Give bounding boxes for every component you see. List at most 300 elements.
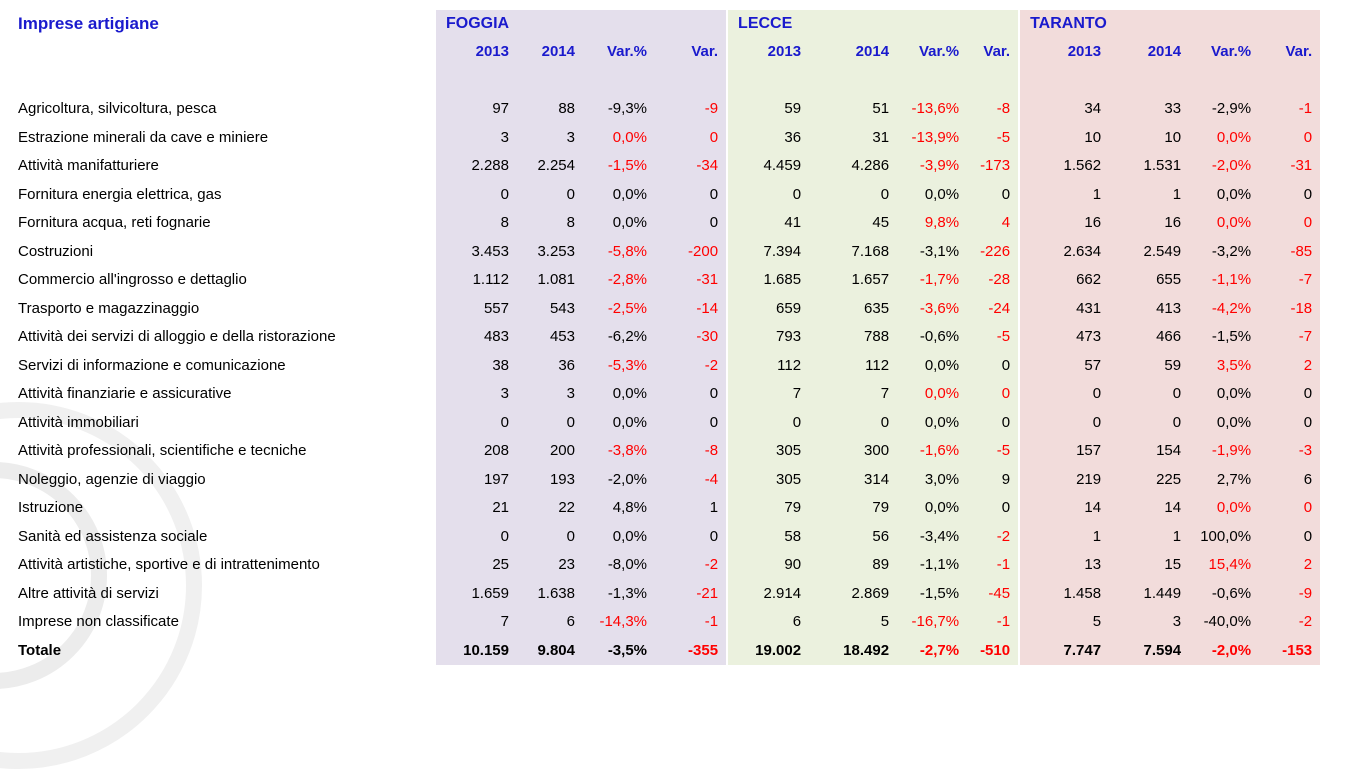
foggia-varpct-cell: -9,3% (583, 95, 655, 124)
foggia-var-cell: -2 (655, 352, 727, 381)
foggia-varpct-cell: -5,8% (583, 238, 655, 267)
lecce-varpct-cell: -1,7% (897, 266, 967, 295)
lecce-2013-cell: 58 (727, 523, 809, 552)
table-row (0, 580, 1320, 609)
row-label: Altre attività di servizi (18, 584, 159, 602)
taranto-var-cell: -153 (1259, 637, 1320, 666)
row-label: Noleggio, agenzie di viaggio (18, 470, 206, 488)
lecce-varpct-cell: 0,0% (897, 181, 967, 210)
taranto-varpct-cell: -4,2% (1189, 295, 1259, 324)
lecce-2014-cell: 56 (809, 523, 897, 552)
section-header-foggia: FOGGIA (435, 10, 727, 38)
column-header-row (0, 38, 1320, 66)
table-row (0, 181, 1320, 210)
foggia-2014-cell: 543 (517, 295, 583, 324)
lecce-2013-cell: 305 (727, 437, 809, 466)
taranto-2014-cell: 16 (1109, 209, 1189, 238)
taranto-varpct-cell: 0,0% (1189, 181, 1259, 210)
lecce-var-cell: -5 (967, 323, 1019, 352)
col-header-2013: 2013 (727, 38, 809, 66)
spacer-cell (435, 66, 727, 95)
col-header-2014: 2014 (517, 38, 583, 66)
taranto-var-cell: 0 (1259, 494, 1320, 523)
foggia-varpct-cell: -6,2% (583, 323, 655, 352)
foggia-var-cell: -4 (655, 466, 727, 495)
col-header-2014: 2014 (1109, 38, 1189, 66)
lecce-varpct-cell: 0,0% (897, 409, 967, 438)
taranto-varpct-cell: -2,0% (1189, 152, 1259, 181)
lecce-2014-cell: 0 (809, 181, 897, 210)
taranto-var-cell: -9 (1259, 580, 1320, 609)
foggia-2013-cell: 208 (435, 437, 517, 466)
foggia-var-cell: -200 (655, 238, 727, 267)
taranto-2013-cell: 57 (1019, 352, 1109, 381)
row-label: Attività professionali, scientifiche e tecniche (18, 442, 307, 459)
taranto-varpct-cell: 0,0% (1189, 380, 1259, 409)
spacer-row (0, 66, 1320, 95)
foggia-varpct-cell: -3,8% (583, 437, 655, 466)
table-row (0, 323, 1320, 352)
foggia-2013-cell: 483 (435, 323, 517, 352)
table-row (0, 409, 1320, 438)
foggia-2013-cell: 7 (435, 608, 517, 637)
taranto-2014-cell: 7.594 (1109, 637, 1189, 666)
table-body (0, 95, 1320, 665)
lecce-varpct-cell: -13,9% (897, 124, 967, 153)
lecce-2014-cell: 112 (809, 352, 897, 381)
taranto-2013-cell: 1.458 (1019, 580, 1109, 609)
taranto-2014-cell: 0 (1109, 409, 1189, 438)
taranto-var-cell: 0 (1259, 523, 1320, 552)
row-label: Fornitura energia elettrica, gas (18, 185, 222, 203)
lecce-var-cell: -173 (967, 152, 1019, 181)
row-label: Fornitura acqua, reti fognarie (18, 214, 211, 231)
taranto-var-cell: 2 (1259, 352, 1320, 381)
lecce-2014-cell: 635 (809, 295, 897, 324)
lecce-2014-cell: 51 (809, 95, 897, 124)
taranto-2013-cell: 1.562 (1019, 152, 1109, 181)
table-row (0, 466, 1320, 495)
foggia-2013-cell: 3.453 (435, 238, 517, 267)
lecce-var-cell: 0 (967, 181, 1019, 210)
lecce-var-cell: 0 (967, 352, 1019, 381)
foggia-2014-cell: 0 (517, 181, 583, 210)
col-header-2013: 2013 (1019, 38, 1109, 66)
foggia-2014-cell: 193 (517, 466, 583, 495)
taranto-var-cell: -85 (1259, 238, 1320, 267)
taranto-2013-cell: 14 (1019, 494, 1109, 523)
taranto-2014-cell: 655 (1109, 266, 1189, 295)
lecce-2014-cell: 7.168 (809, 238, 897, 267)
foggia-var-cell: 0 (655, 523, 727, 552)
foggia-varpct-cell: -1,3% (583, 580, 655, 609)
lecce-2013-cell: 6 (727, 608, 809, 637)
taranto-varpct-cell: 0,0% (1189, 409, 1259, 438)
foggia-var-cell: 0 (655, 209, 727, 238)
foggia-varpct-cell: 0,0% (583, 380, 655, 409)
taranto-var-cell: -2 (1259, 608, 1320, 637)
taranto-2013-cell: 5 (1019, 608, 1109, 637)
taranto-varpct-cell: 0,0% (1189, 124, 1259, 153)
spacer-cell (1019, 66, 1320, 95)
taranto-2014-cell: 2.549 (1109, 238, 1189, 267)
foggia-varpct-cell: 0,0% (583, 523, 655, 552)
taranto-2013-cell: 431 (1019, 295, 1109, 324)
taranto-2014-cell: 1 (1109, 181, 1189, 210)
foggia-2014-cell: 9.804 (517, 637, 583, 666)
lecce-2013-cell: 36 (727, 124, 809, 153)
foggia-var-cell: -2 (655, 551, 727, 580)
lecce-varpct-cell: 9,8% (897, 209, 967, 238)
col-header-varpct: Var.% (1189, 38, 1259, 66)
taranto-var-cell: 0 (1259, 409, 1320, 438)
lecce-2013-cell: 0 (727, 181, 809, 210)
taranto-2013-cell: 16 (1019, 209, 1109, 238)
foggia-2014-cell: 36 (517, 352, 583, 381)
taranto-var-cell: -31 (1259, 152, 1320, 181)
foggia-2013-cell: 2.288 (435, 152, 517, 181)
lecce-2014-cell: 31 (809, 124, 897, 153)
lecce-var-cell: 0 (967, 380, 1019, 409)
taranto-2014-cell: 1.531 (1109, 152, 1189, 181)
table-row (0, 437, 1320, 466)
total-row (0, 637, 1320, 666)
foggia-2013-cell: 197 (435, 466, 517, 495)
taranto-var-cell: -7 (1259, 266, 1320, 295)
taranto-var-cell: 0 (1259, 124, 1320, 153)
lecce-var-cell: -1 (967, 608, 1019, 637)
lecce-2013-cell: 0 (727, 409, 809, 438)
lecce-2013-cell: 659 (727, 295, 809, 324)
foggia-var-cell: -31 (655, 266, 727, 295)
table-row (0, 352, 1320, 381)
section-header-lecce: LECCE (727, 10, 1019, 38)
foggia-2013-cell: 8 (435, 209, 517, 238)
foggia-2014-cell: 200 (517, 437, 583, 466)
taranto-varpct-cell: 2,7% (1189, 466, 1259, 495)
taranto-2013-cell: 1 (1019, 181, 1109, 210)
lecce-2013-cell: 305 (727, 466, 809, 495)
lecce-2013-cell: 19.002 (727, 637, 809, 666)
lecce-2013-cell: 4.459 (727, 152, 809, 181)
lecce-var-cell: 0 (967, 409, 1019, 438)
taranto-2014-cell: 1 (1109, 523, 1189, 552)
table-row (0, 209, 1320, 238)
taranto-2013-cell: 219 (1019, 466, 1109, 495)
lecce-2014-cell: 5 (809, 608, 897, 637)
lecce-var-cell: 0 (967, 494, 1019, 523)
lecce-2014-cell: 788 (809, 323, 897, 352)
taranto-2014-cell: 14 (1109, 494, 1189, 523)
lecce-2013-cell: 90 (727, 551, 809, 580)
taranto-varpct-cell: -40,0% (1189, 608, 1259, 637)
row-label: Estrazione minerali da cave e miniere (18, 128, 269, 146)
foggia-var-cell: 0 (655, 181, 727, 210)
table-row (0, 124, 1320, 153)
lecce-2014-cell: 18.492 (809, 637, 897, 666)
col-header-varpct: Var.% (897, 38, 967, 66)
foggia-2013-cell: 1.659 (435, 580, 517, 609)
foggia-varpct-cell: -14,3% (583, 608, 655, 637)
foggia-2013-cell: 557 (435, 295, 517, 324)
taranto-2014-cell: 466 (1109, 323, 1189, 352)
foggia-2014-cell: 0 (517, 409, 583, 438)
foggia-var-cell: -34 (655, 152, 727, 181)
foggia-varpct-cell: -8,0% (583, 551, 655, 580)
lecce-varpct-cell: 0,0% (897, 494, 967, 523)
lecce-2014-cell: 79 (809, 494, 897, 523)
lecce-2014-cell: 45 (809, 209, 897, 238)
foggia-2014-cell: 6 (517, 608, 583, 637)
taranto-varpct-cell: 15,4% (1189, 551, 1259, 580)
lecce-varpct-cell: -16,7% (897, 608, 967, 637)
lecce-2013-cell: 41 (727, 209, 809, 238)
lecce-2014-cell: 1.657 (809, 266, 897, 295)
taranto-varpct-cell: 3,5% (1189, 352, 1259, 381)
row-label: Sanità ed assistenza sociale (18, 527, 208, 545)
lecce-varpct-cell: -13,6% (897, 95, 967, 124)
table-row (0, 152, 1320, 181)
col-header-var: Var. (967, 38, 1019, 66)
taranto-varpct-cell: -2,0% (1189, 637, 1259, 666)
taranto-varpct-cell: -2,9% (1189, 95, 1259, 124)
lecce-varpct-cell: -3,4% (897, 523, 967, 552)
taranto-2014-cell: 413 (1109, 295, 1189, 324)
foggia-2013-cell: 0 (435, 523, 517, 552)
foggia-varpct-cell: 4,8% (583, 494, 655, 523)
lecce-2014-cell: 7 (809, 380, 897, 409)
row-label: Attività finanziarie e assicurative (18, 385, 232, 402)
foggia-var-cell: 0 (655, 409, 727, 438)
taranto-2014-cell: 225 (1109, 466, 1189, 495)
foggia-2013-cell: 3 (435, 380, 517, 409)
lecce-var-cell: -226 (967, 238, 1019, 267)
row-label: Trasporto e magazzinaggio (18, 299, 200, 317)
foggia-var-cell: 0 (655, 380, 727, 409)
foggia-2014-cell: 3.253 (517, 238, 583, 267)
foggia-varpct-cell: -3,5% (583, 637, 655, 666)
foggia-2014-cell: 23 (517, 551, 583, 580)
row-label: Attività dei servizi di alloggio e della ristorazione (18, 328, 336, 345)
taranto-varpct-cell: 0,0% (1189, 494, 1259, 523)
taranto-var-cell: 0 (1259, 209, 1320, 238)
taranto-var-cell: 0 (1259, 181, 1320, 210)
lecce-varpct-cell: -0,6% (897, 323, 967, 352)
lecce-varpct-cell: 0,0% (897, 380, 967, 409)
taranto-var-cell: -3 (1259, 437, 1320, 466)
taranto-varpct-cell: -1,1% (1189, 266, 1259, 295)
foggia-var-cell: 0 (655, 124, 727, 153)
foggia-2014-cell: 2.254 (517, 152, 583, 181)
taranto-2013-cell: 7.747 (1019, 637, 1109, 666)
taranto-varpct-cell: 0,0% (1189, 209, 1259, 238)
lecce-var-cell: 4 (967, 209, 1019, 238)
col-header-2013: 2013 (435, 38, 517, 66)
foggia-2014-cell: 3 (517, 124, 583, 153)
lecce-var-cell: -2 (967, 523, 1019, 552)
taranto-2013-cell: 0 (1019, 409, 1109, 438)
foggia-2014-cell: 0 (517, 523, 583, 552)
table-row (0, 266, 1320, 295)
foggia-var-cell: -21 (655, 580, 727, 609)
taranto-2014-cell: 1.449 (1109, 580, 1189, 609)
row-label: Costruzioni (18, 242, 94, 260)
table-row (0, 380, 1320, 409)
col-header-var: Var. (1259, 38, 1320, 66)
foggia-2014-cell: 8 (517, 209, 583, 238)
imprese-artigiane-table (0, 10, 1320, 665)
foggia-varpct-cell: 0,0% (583, 409, 655, 438)
taranto-2014-cell: 59 (1109, 352, 1189, 381)
table-row (0, 238, 1320, 267)
taranto-2014-cell: 3 (1109, 608, 1189, 637)
lecce-varpct-cell: -3,6% (897, 295, 967, 324)
lecce-varpct-cell: -1,1% (897, 551, 967, 580)
foggia-2013-cell: 0 (435, 409, 517, 438)
row-label: Attività immobiliari (18, 413, 139, 431)
taranto-varpct-cell: -3,2% (1189, 238, 1259, 267)
taranto-var-cell: 0 (1259, 380, 1320, 409)
taranto-var-cell: 2 (1259, 551, 1320, 580)
lecce-var-cell: -5 (967, 124, 1019, 153)
foggia-2014-cell: 3 (517, 380, 583, 409)
row-label: Attività artistiche, sportive e di intrattenimento (18, 556, 320, 573)
foggia-2013-cell: 25 (435, 551, 517, 580)
taranto-var-cell: -18 (1259, 295, 1320, 324)
lecce-var-cell: 9 (967, 466, 1019, 495)
empty-corner-cell (0, 38, 435, 66)
table-row (0, 295, 1320, 324)
province-header-row (0, 10, 1320, 38)
lecce-varpct-cell: -2,7% (897, 637, 967, 666)
foggia-var-cell: -9 (655, 95, 727, 124)
taranto-var-cell: -1 (1259, 95, 1320, 124)
foggia-2013-cell: 21 (435, 494, 517, 523)
taranto-2013-cell: 473 (1019, 323, 1109, 352)
row-label: Istruzione (18, 499, 84, 516)
taranto-2014-cell: 33 (1109, 95, 1189, 124)
table-row (0, 494, 1320, 523)
lecce-2014-cell: 0 (809, 409, 897, 438)
taranto-varpct-cell: 100,0% (1189, 523, 1259, 552)
taranto-varpct-cell: -0,6% (1189, 580, 1259, 609)
lecce-2014-cell: 314 (809, 466, 897, 495)
foggia-2013-cell: 97 (435, 95, 517, 124)
row-label: Agricoltura, silvicoltura, pesca (18, 100, 217, 117)
row-label: Commercio all'ingrosso e dettaglio (18, 271, 247, 288)
page-title: Imprese artigiane (18, 14, 159, 33)
lecce-varpct-cell: -3,1% (897, 238, 967, 267)
taranto-2013-cell: 0 (1019, 380, 1109, 409)
foggia-varpct-cell: 0,0% (583, 209, 655, 238)
lecce-2014-cell: 89 (809, 551, 897, 580)
lecce-varpct-cell: -1,6% (897, 437, 967, 466)
foggia-varpct-cell: -2,0% (583, 466, 655, 495)
taranto-2013-cell: 2.634 (1019, 238, 1109, 267)
foggia-varpct-cell: -2,5% (583, 295, 655, 324)
col-header-varpct: Var.% (583, 38, 655, 66)
lecce-2014-cell: 2.869 (809, 580, 897, 609)
foggia-var-cell: -30 (655, 323, 727, 352)
taranto-varpct-cell: -1,9% (1189, 437, 1259, 466)
taranto-2014-cell: 15 (1109, 551, 1189, 580)
foggia-2013-cell: 1.112 (435, 266, 517, 295)
taranto-2013-cell: 10 (1019, 124, 1109, 153)
lecce-2013-cell: 1.685 (727, 266, 809, 295)
foggia-var-cell: -8 (655, 437, 727, 466)
lecce-2014-cell: 4.286 (809, 152, 897, 181)
lecce-var-cell: -28 (967, 266, 1019, 295)
lecce-2013-cell: 7.394 (727, 238, 809, 267)
foggia-varpct-cell: -5,3% (583, 352, 655, 381)
taranto-var-cell: 6 (1259, 466, 1320, 495)
row-label: Imprese non classificate (18, 613, 179, 630)
foggia-2014-cell: 1.638 (517, 580, 583, 609)
foggia-2014-cell: 22 (517, 494, 583, 523)
foggia-varpct-cell: -2,8% (583, 266, 655, 295)
lecce-2013-cell: 2.914 (727, 580, 809, 609)
taranto-2013-cell: 1 (1019, 523, 1109, 552)
foggia-2013-cell: 3 (435, 124, 517, 153)
lecce-2013-cell: 59 (727, 95, 809, 124)
lecce-var-cell: -8 (967, 95, 1019, 124)
taranto-2013-cell: 662 (1019, 266, 1109, 295)
lecce-var-cell: -45 (967, 580, 1019, 609)
foggia-2013-cell: 0 (435, 181, 517, 210)
table-row (0, 95, 1320, 124)
spacer-cell (0, 66, 435, 95)
lecce-2013-cell: 112 (727, 352, 809, 381)
lecce-varpct-cell: -1,5% (897, 580, 967, 609)
lecce-var-cell: -5 (967, 437, 1019, 466)
taranto-var-cell: -7 (1259, 323, 1320, 352)
lecce-var-cell: -1 (967, 551, 1019, 580)
table-row (0, 551, 1320, 580)
foggia-varpct-cell: -1,5% (583, 152, 655, 181)
taranto-varpct-cell: -1,5% (1189, 323, 1259, 352)
foggia-varpct-cell: 0,0% (583, 124, 655, 153)
col-header-var: Var. (655, 38, 727, 66)
row-label: Servizi di informazione e comunicazione (18, 356, 286, 374)
foggia-varpct-cell: 0,0% (583, 181, 655, 210)
lecce-2013-cell: 79 (727, 494, 809, 523)
taranto-2014-cell: 0 (1109, 380, 1189, 409)
lecce-var-cell: -510 (967, 637, 1019, 666)
foggia-2014-cell: 453 (517, 323, 583, 352)
taranto-2014-cell: 10 (1109, 124, 1189, 153)
lecce-2013-cell: 7 (727, 380, 809, 409)
table-row (0, 608, 1320, 637)
lecce-varpct-cell: -3,9% (897, 152, 967, 181)
section-header-taranto: TARANTO (1019, 10, 1320, 38)
col-header-2014: 2014 (809, 38, 897, 66)
taranto-2013-cell: 157 (1019, 437, 1109, 466)
foggia-2013-cell: 10.159 (435, 637, 517, 666)
row-label: Totale (18, 641, 62, 659)
lecce-2013-cell: 793 (727, 323, 809, 352)
taranto-2013-cell: 34 (1019, 95, 1109, 124)
foggia-2013-cell: 38 (435, 352, 517, 381)
row-label: Attività manifatturiere (18, 157, 159, 174)
foggia-var-cell: -1 (655, 608, 727, 637)
foggia-var-cell: 1 (655, 494, 727, 523)
lecce-varpct-cell: 3,0% (897, 466, 967, 495)
foggia-2014-cell: 88 (517, 95, 583, 124)
taranto-2014-cell: 154 (1109, 437, 1189, 466)
spacer-cell (727, 66, 1019, 95)
lecce-var-cell: -24 (967, 295, 1019, 324)
foggia-2014-cell: 1.081 (517, 266, 583, 295)
